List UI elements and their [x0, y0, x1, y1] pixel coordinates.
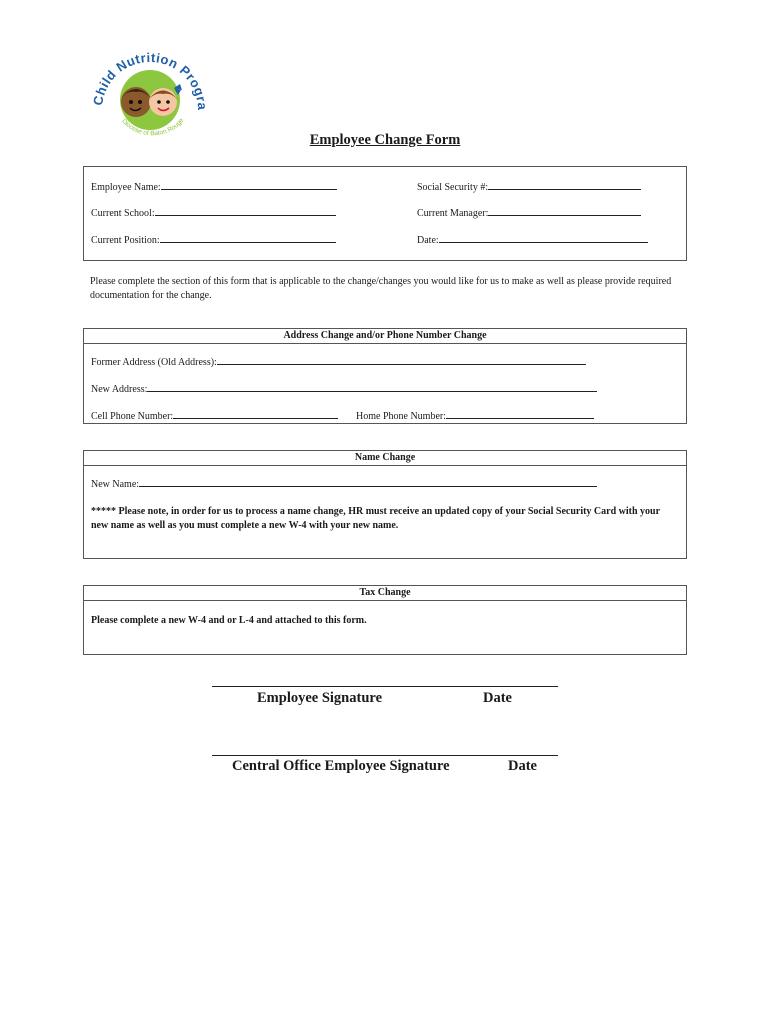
date-label: Date: [417, 235, 439, 246]
employee-signature-line[interactable] [212, 686, 558, 687]
cell-phone-label: Cell Phone Number: [91, 411, 174, 422]
current-manager-label: Current Manager: [417, 208, 489, 219]
central-office-signature-label: Central Office Employee Signature [232, 758, 450, 774]
name-change-header: Name Change [84, 451, 686, 466]
new-address-label: New Address: [91, 384, 148, 395]
former-address-row [91, 357, 586, 368]
employee-name-row [91, 182, 337, 193]
current-position-field[interactable] [160, 241, 336, 243]
logo-subtitle-text: Diocese of Baton Rouge [120, 117, 186, 138]
former-address-label: Former Address (Old Address): [91, 357, 217, 368]
home-phone-label: Home Phone Number: [356, 411, 446, 422]
employee-info-box [83, 166, 687, 261]
address-change-header: Address Change and/or Phone Number Change [84, 329, 686, 344]
employee-signature-date-label: Date [483, 690, 512, 706]
home-phone-field[interactable] [446, 417, 594, 419]
logo-title-text: Child Nutrition Progra [90, 49, 210, 111]
ssn-row [417, 182, 641, 193]
date-field[interactable] [439, 241, 648, 243]
employee-name-field[interactable] [161, 188, 337, 190]
cell-phone-field[interactable] [173, 417, 338, 419]
name-change-section [83, 450, 687, 559]
employee-signature-label: Employee Signature [257, 690, 382, 706]
ssn-label: Social Security #: [417, 182, 489, 193]
current-manager-row [417, 208, 641, 219]
child-nutrition-program-logo [88, 48, 210, 140]
new-name-row [91, 479, 597, 490]
current-school-label: Current School: [91, 208, 155, 219]
central-office-signature-date-label: Date [508, 758, 537, 774]
employee-name-label: Employee Name: [91, 182, 161, 193]
cell-phone-row [91, 411, 338, 422]
ssn-field[interactable] [488, 188, 641, 190]
date-row [417, 235, 648, 246]
new-address-row [91, 384, 597, 395]
home-phone-row [356, 411, 594, 422]
tax-change-header: Tax Change [84, 586, 686, 601]
new-name-label: New Name: [91, 479, 140, 490]
instructions-text: Please complete the section of this form that is applicable to the change/changes you would like for us to make as well as please provide required documentation for the change. [90, 276, 672, 301]
current-position-label: Current Position: [91, 235, 160, 246]
tax-change-section [83, 585, 687, 655]
name-change-note: ***** Please note, in order for us to process a name change, HR must receive an updated copy of your Social Security Card with your new name as well as you must complete a new W-4 with your new name. [91, 506, 660, 531]
current-school-field[interactable] [155, 214, 336, 216]
tax-change-note: Please complete a new W-4 and or L-4 and attached to this form. [91, 615, 367, 626]
new-address-field[interactable] [147, 390, 597, 392]
central-office-signature-line[interactable] [212, 755, 558, 756]
current-school-row [91, 208, 336, 219]
former-address-field[interactable] [217, 363, 586, 365]
form-title: Employee Change Form [309, 132, 461, 148]
current-manager-field[interactable] [488, 214, 641, 216]
new-name-field[interactable] [139, 485, 597, 487]
address-change-section [83, 328, 687, 424]
current-position-row [91, 235, 336, 246]
